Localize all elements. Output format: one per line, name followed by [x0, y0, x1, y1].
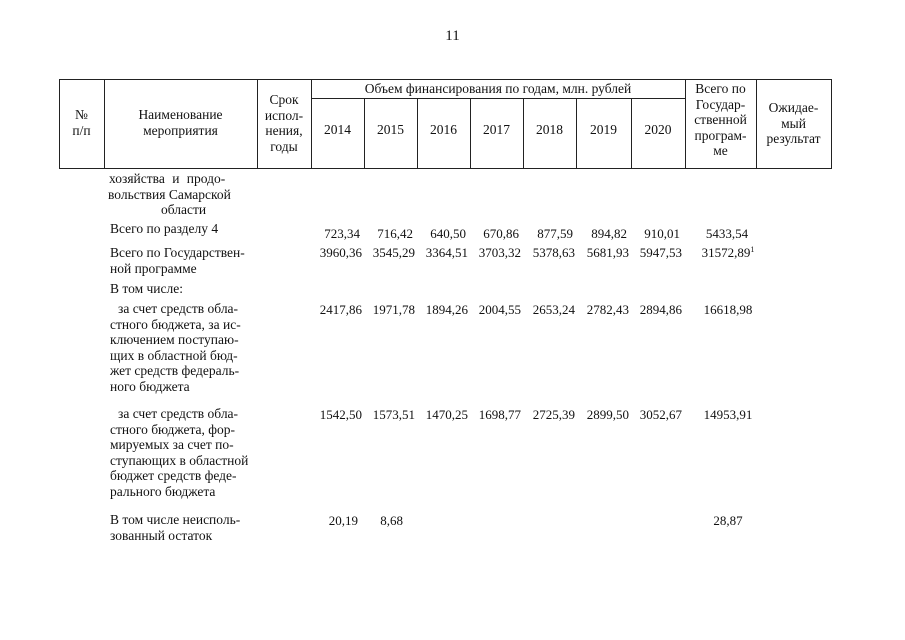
header-name: Наименование мероприятия — [138, 107, 223, 138]
row-value: 2725,39 — [532, 407, 575, 422]
row-name: за счет средств обла- стного бюджета, за ис- ключением поступаю- щих в областной бюд- жет средств федераль- ного бюджета — [110, 301, 241, 394]
row-value: 3052,67 — [639, 407, 682, 422]
years-divider-line — [311, 98, 685, 99]
row-value: 910,01 — [644, 226, 680, 241]
row-value: 3960,36 — [319, 245, 362, 260]
header-year: 2019 — [590, 122, 617, 137]
header-num: № п/п — [72, 107, 91, 138]
row-value: 8,68 — [380, 513, 403, 528]
row-name: В том числе: — [110, 281, 183, 296]
row-value: 1971,78 — [372, 302, 415, 317]
header-result: Ожидае- мый результат — [766, 100, 821, 146]
row-total: 5433,54 — [705, 226, 749, 241]
row-name: Всего по разделу 4 — [110, 221, 219, 236]
row-value: 1573,51 — [372, 407, 415, 422]
row-value: 716,42 — [377, 226, 413, 241]
header-bottom-border — [59, 168, 832, 169]
row-name: Всего по Государствен- ной программе — [110, 245, 245, 276]
row-total: 16618,98 — [703, 302, 753, 317]
header-term: Срок испол- нения, годы — [264, 92, 304, 154]
header-year: 2014 — [324, 122, 351, 137]
header-year: 2015 — [377, 122, 404, 137]
row-name: хозяйства и продо- вольствия Самарской области — [108, 171, 231, 217]
row-value: 3703,32 — [478, 245, 521, 260]
row-value: 877,59 — [537, 226, 573, 241]
row-value: 3364,51 — [425, 245, 468, 260]
page-number: 11 — [445, 28, 460, 44]
header-year: 2016 — [430, 122, 457, 137]
row-value: 894,82 — [591, 226, 627, 241]
row-total: 31572,89$^1$ — [701, 245, 755, 260]
footnote-marker: 1 — [750, 245, 755, 254]
row-value: 1698,77 — [478, 407, 521, 422]
header-funding-title: Объем финансирования по годам, млн. рублей — [364, 81, 632, 96]
row-value: 2004,55 — [478, 302, 521, 317]
row-value: 5947,53 — [639, 245, 682, 260]
row-value: 20,19 — [328, 513, 358, 528]
row-value: 2894,86 — [639, 302, 682, 317]
header-year: 2018 — [536, 122, 563, 137]
row-name: В том числе неисполь- зованный остаток — [110, 512, 241, 543]
row-name: за счет средств обла- стного бюджета, фор- мируемых за счет по- ступающих в областной бюджет средств феде- рального бюджета — [110, 406, 249, 499]
header-year: 2020 — [644, 122, 672, 137]
col-border — [831, 79, 832, 168]
row-value: 640,50 — [430, 226, 466, 241]
row-value: 2653,24 — [532, 302, 575, 317]
table-top-border — [59, 79, 832, 80]
row-value: 2782,43 — [586, 302, 629, 317]
header-year: 2017 — [483, 122, 510, 137]
row-total: 14953,91 — [703, 407, 753, 422]
header-total: Всего по Государ- ственной програм- ме — [694, 81, 747, 158]
row-value: 2899,50 — [586, 407, 629, 422]
row-value: 1470,25 — [425, 407, 468, 422]
row-value: 5681,93 — [586, 245, 629, 260]
row-value: 670,86 — [483, 226, 519, 241]
row-value: 2417,86 — [319, 302, 362, 317]
row-value: 3545,29 — [372, 245, 415, 260]
row-value: 5378,63 — [532, 245, 575, 260]
row-value: 1894,26 — [425, 302, 468, 317]
row-value: 1542,50 — [319, 407, 362, 422]
row-value: 723,34 — [324, 226, 360, 241]
row-total: 28,87 — [713, 513, 743, 528]
